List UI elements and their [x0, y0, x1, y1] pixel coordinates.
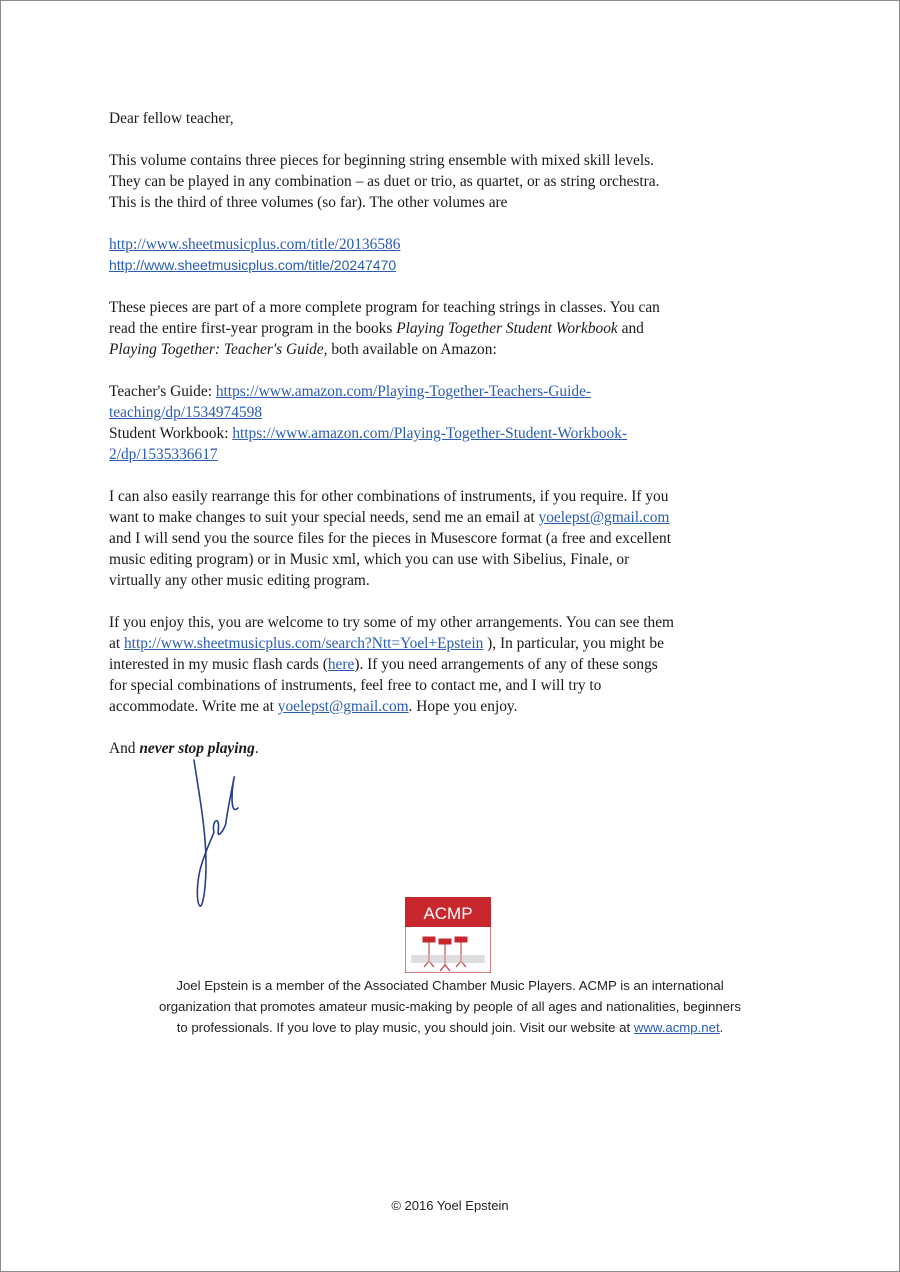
enjoy-line: accommodate. Write me at yoelepst@gmail.com. Hope you enjoy. [109, 698, 518, 715]
program-line: read the entire first-year program in the books Playing Together Student Workbook and [109, 320, 644, 337]
acmp-note-line: organization that promotes amateur music-making by people of all ages and nationalities, beginners [158, 999, 742, 1014]
flash-cards-link[interactable]: here [327, 656, 355, 673]
volume-link-1[interactable]: http://www.sheetmusicplus.com/title/20136586 [109, 236, 401, 253]
acmp-website-link[interactable]: www.acmp.net [633, 1020, 720, 1035]
copyright: © 2016 Yoel Epstein [391, 1198, 509, 1213]
enjoy-line: If you enjoy this, you are welcome to try some of my other arrangements. You can see them [109, 614, 675, 631]
student-workbook-link[interactable]: https://www.amazon.com/Playing-Together-Student-Workbook- [232, 425, 628, 442]
student-workbook-line: Student Workbook: https://www.amazon.com/Playing-Together-Student-Workbook- [109, 425, 628, 442]
email-link[interactable]: yoelepst@gmail.com [538, 509, 670, 526]
program-line: These pieces are part of a more complete program for teaching strings in classes. You can [109, 299, 660, 316]
letter-body [109, 108, 799, 759]
intro-line: They can be played in any combination – as duet or trio, as quartet, or as string orchestra. [109, 173, 660, 190]
enjoy-line: for special combinations of instruments, feel free to contact me, and I will try to [109, 677, 602, 694]
program-line: Playing Together: Teacher's Guide, both available on Amazon: [109, 341, 497, 358]
rearrange-line: music editing program) or in Music xml, which you can use with Sibelius, Finale, or [109, 551, 630, 568]
rearrange-line: I can also easily rearrange this for other combinations of instruments, if you require. If you [109, 488, 669, 505]
teacher-guide-line: Teacher's Guide: https://www.amazon.com/Playing-Together-Teachers-Guide- [109, 383, 592, 400]
book-title-workbook: Playing Together Student Workbook [396, 320, 618, 337]
acmp-logo [405, 897, 491, 973]
intro-line: This volume contains three pieces for beginning string ensemble with mixed skill levels. [109, 152, 654, 169]
student-workbook-link-cont[interactable]: 2/dp/1535336617 [109, 446, 218, 463]
greeting: Dear fellow teacher, [109, 110, 234, 127]
volume-link-2[interactable]: http://www.sheetmusicplus.com/title/20247470 [109, 257, 397, 273]
acmp-note-line: Joel Epstein is a member of the Associated Chamber Music Players. ACMP is an international [176, 978, 724, 993]
enjoy-line: at http://www.sheetmusicplus.com/search?Ntt=Yoel+Epstein ), In particular, you might be [109, 635, 664, 652]
enjoy-line: interested in my music flash cards (here). If you need arrangements of any of these songs [109, 656, 658, 673]
intro-line: This is the third of three volumes (so far). The other volumes are [109, 194, 508, 211]
closing-line: And never stop playing. [109, 740, 259, 757]
book-title-guide: Playing Together: Teacher's Guide, [109, 341, 328, 358]
email-link-2[interactable]: yoelepst@gmail.com [277, 698, 409, 715]
teacher-guide-link-cont[interactable]: teaching/dp/1534974598 [109, 404, 263, 421]
signature-image [180, 758, 250, 910]
rearrange-line: and I will send you the source files for the pieces in Musescore format (a free and excellent [109, 530, 671, 547]
acmp-note-line: to professionals. If you love to play music, you should join. Visit our website at www.acmp.net. [176, 1020, 724, 1035]
acmp-membership-note [105, 975, 795, 1038]
closing-emphasis: never stop playing [139, 740, 255, 757]
rearrange-line: want to make changes to suit your special needs, send me an email at yoelepst@gmail.com [109, 509, 670, 526]
logo-text: ACMP [423, 904, 473, 923]
teacher-guide-link[interactable]: https://www.amazon.com/Playing-Together-Teachers-Guide- [215, 383, 592, 400]
search-link[interactable]: http://www.sheetmusicplus.com/search?Ntt=Yoel+Epstein [123, 635, 484, 652]
rearrange-line: virtually any other music editing program. [109, 572, 370, 589]
